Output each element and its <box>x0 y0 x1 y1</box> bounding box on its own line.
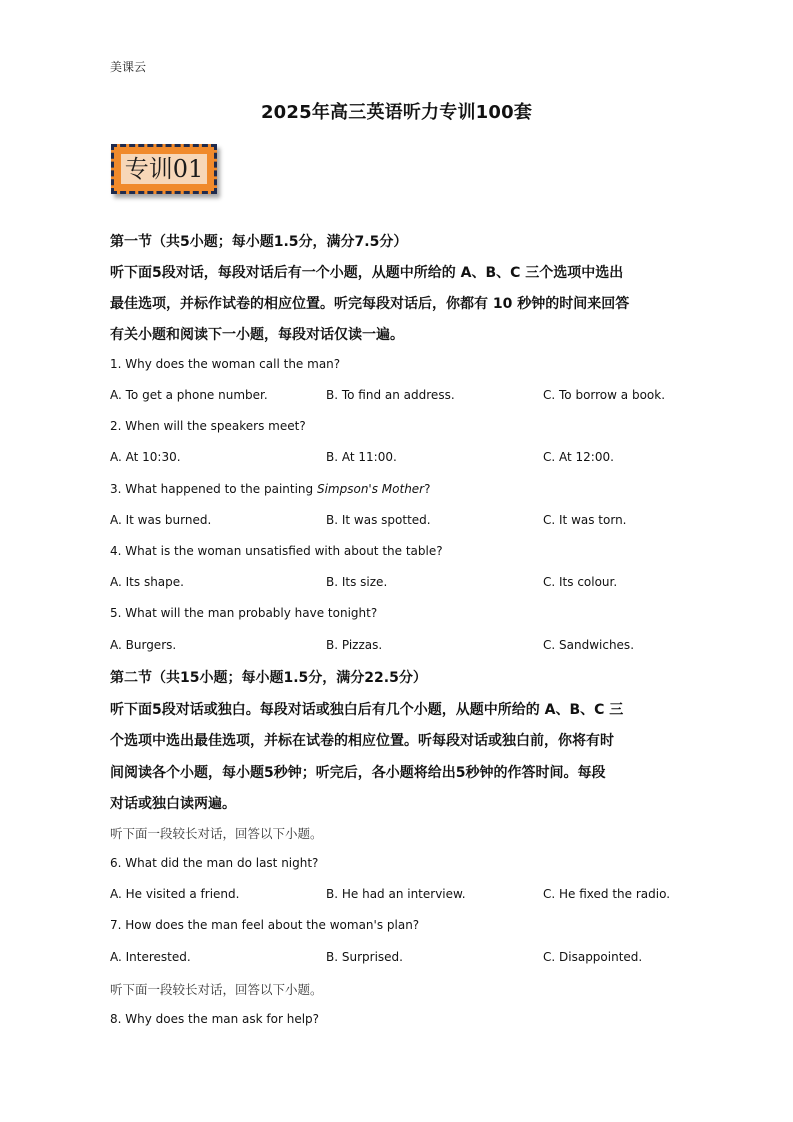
q5-option-c: C. Sandwiches. <box>543 638 635 652</box>
section2-instruction-line: 听下面5段对话或独白。每段对话或独白后有几个小题，从题中所给的 A、B、C 三 <box>110 702 624 718</box>
question-4: 4. What is the woman unsatisfied with about the table? <box>110 544 443 558</box>
q7-option-a: A. Interested. <box>110 950 191 964</box>
question-2: 2. When will the speakers meet? <box>110 419 306 433</box>
q4-option-b: B. Its size. <box>326 575 388 589</box>
section1-instruction-line: 最佳选项，并标作试卷的相应位置。听完每段对话后，你都有 10 秒钟的时间来回答 <box>110 296 630 312</box>
section1-instruction-line: 有关小题和阅读下一小题，每段对话仅读一遍。 <box>110 327 404 343</box>
q7-option-b: B. Surprised. <box>326 950 403 964</box>
q2-option-b: B. At 11:00. <box>326 450 397 464</box>
q1-option-c: C. To borrow a book. <box>543 388 666 402</box>
section2-instruction-line: 对话或独白读两遍。 <box>110 796 236 812</box>
section2-heading: 第二节（共15小题；每小题1.5分，满分22.5分） <box>110 670 427 686</box>
page-title: 2025年高三英语听力专训100套 <box>260 102 533 123</box>
q5-option-b: B. Pizzas. <box>326 638 383 652</box>
q3-option-b: B. It was spotted. <box>326 513 431 527</box>
section2-instruction-line: 间阅读各个小题，每小题5秒钟；听完后，各小题将给出5秒钟的作答时间。每段 <box>110 765 606 781</box>
q2-option-c: C. At 12:00. <box>543 450 614 464</box>
section-badge <box>111 144 217 194</box>
badge-label: 专训01 <box>121 154 208 184</box>
q4-option-c: C. Its colour. <box>543 575 618 589</box>
q7-option-c: C. Disappointed. <box>543 950 643 964</box>
question-7: 7. How does the man feel about the woman's plan? <box>110 918 420 932</box>
q6-option-c: C. He fixed the radio. <box>543 887 671 901</box>
section1-heading: 第一节（共5小题；每小题1.5分，满分7.5分） <box>110 234 408 250</box>
q6-option-b: B. He had an interview. <box>326 887 466 901</box>
q1-option-a: A. To get a phone number. <box>110 388 268 402</box>
section1-instruction-line: 听下面5段对话，每段对话后有一个小题，从题中所给的 A、B、C 三个选项中选出 <box>110 265 624 281</box>
question-5: 5. What will the man probably have tonight? <box>110 606 378 620</box>
question-6: 6. What did the man do last night? <box>110 856 319 870</box>
question-8: 8. Why does the man ask for help? <box>110 1012 320 1026</box>
dialogue-prompt: 听下面一段较长对话，回答以下小题。 <box>110 826 323 841</box>
q3-option-a: A. It was burned. <box>110 513 212 527</box>
header-brand: 美课云 <box>110 60 147 74</box>
question-1: 1. Why does the woman call the man? <box>110 357 341 371</box>
q1-option-b: B. To find an address. <box>326 388 455 402</box>
q6-option-a: A. He visited a friend. <box>110 887 240 901</box>
q2-option-a: A. At 10:30. <box>110 450 181 464</box>
section2-instruction-line: 个选项中选出最佳选项，并标在试卷的相应位置。听每段对话或独白前，你将有时 <box>110 733 614 749</box>
q3-option-c: C. It was torn. <box>543 513 627 527</box>
q4-option-a: A. Its shape. <box>110 575 184 589</box>
dialogue-prompt: 听下面一段较长对话，回答以下小题。 <box>110 982 323 997</box>
q5-option-a: A. Burgers. <box>110 638 177 652</box>
question-3: 3. What happened to the painting Simpson's Mother? <box>110 482 431 496</box>
painting-title: Simpson's Mother <box>316 482 425 496</box>
